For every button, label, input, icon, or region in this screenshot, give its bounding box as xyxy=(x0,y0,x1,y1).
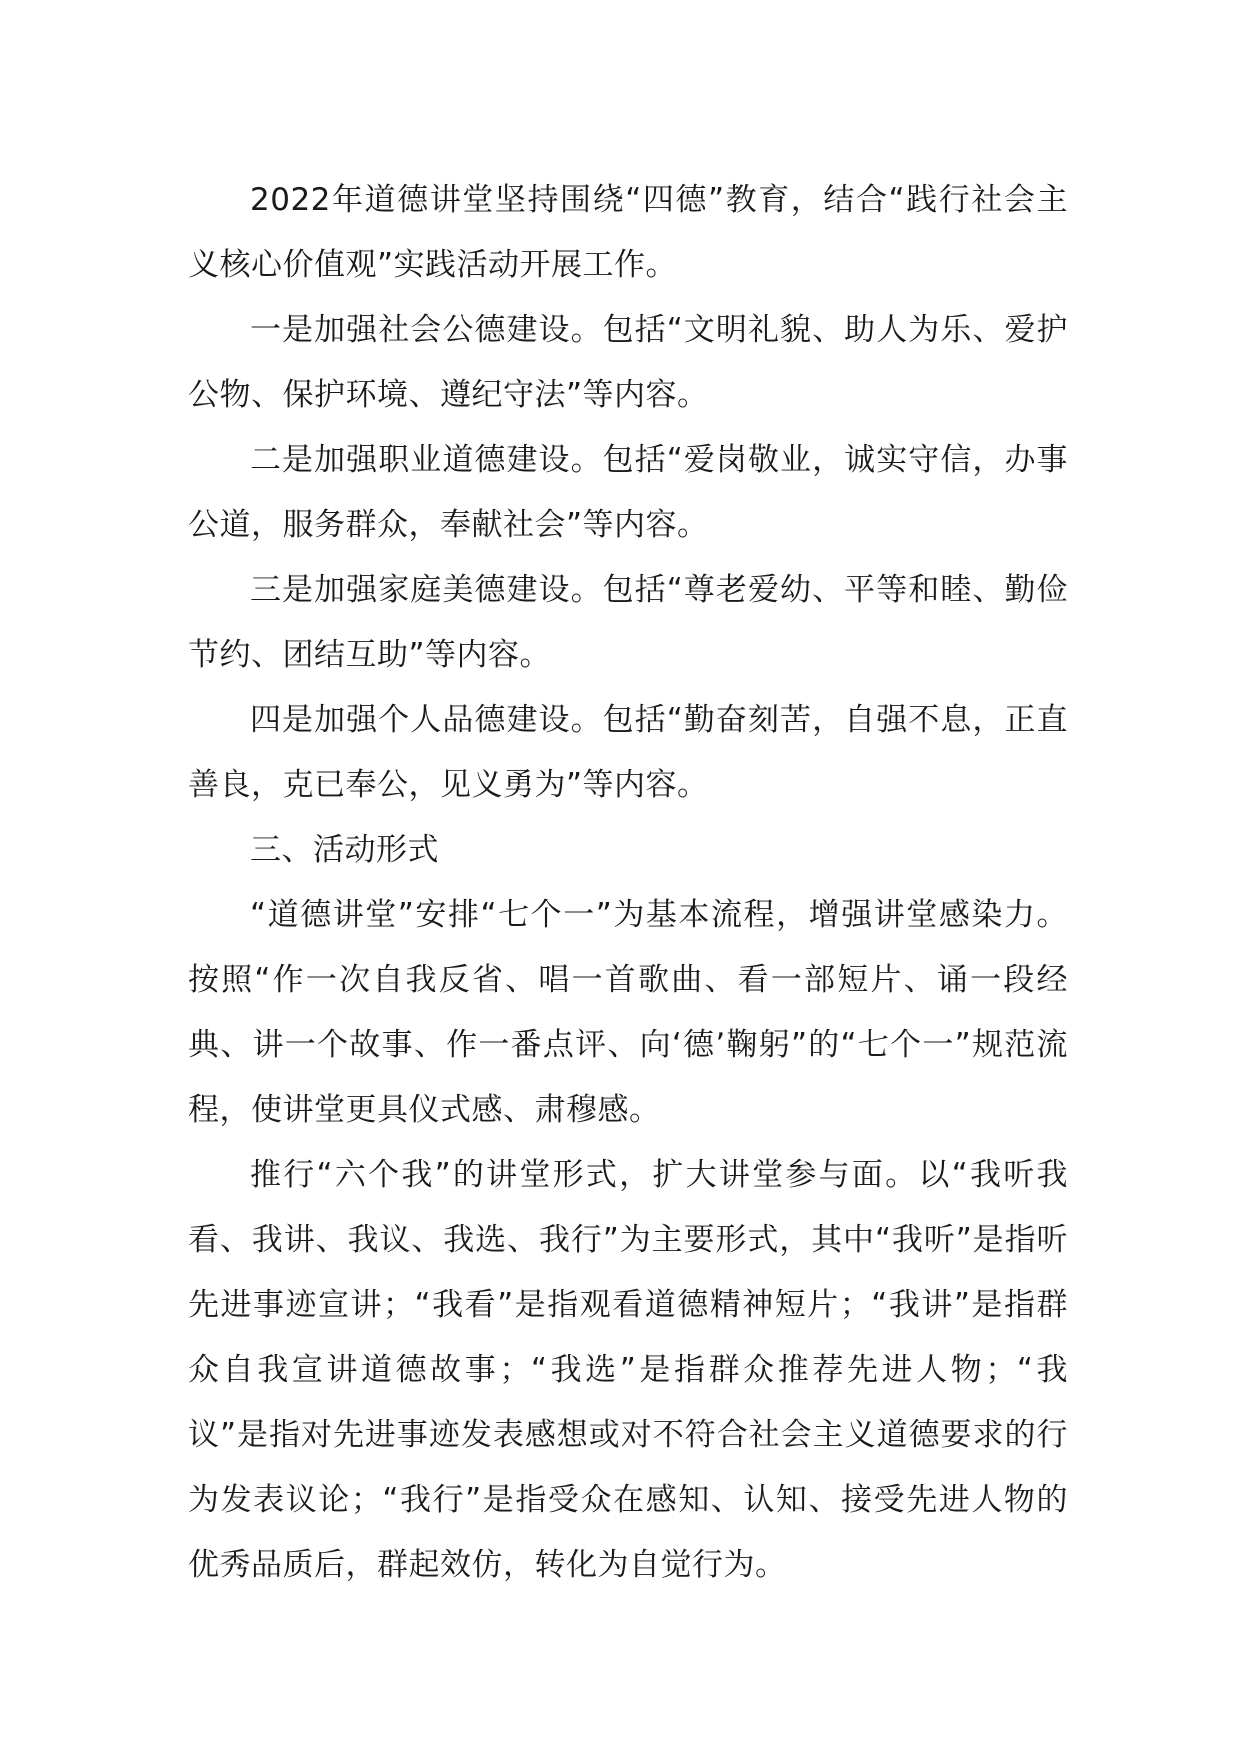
paragraph-seven-ones: “道德讲堂”安排“七个一”为基本流程，增强讲堂感染力。按照“作一次自我反省、唱一首歌曲、看一部短片、诵一段经典、讲一个故事、作一番点评、向‘德’鞠躬”的“七个一”规范流程，使讲堂更具仪式感、肃穆感。 xyxy=(188,897,1068,1128)
paragraph-professional-ethics: 二是加强职业道德建设。包括“爱岗敬业，诚实守信，办事公道，服务群众，奉献社会”等内容。 xyxy=(188,442,1068,543)
section-heading-activity-form: 三、活动形式 xyxy=(250,832,439,868)
paragraph-six-me: 推行“六个我”的讲堂形式，扩大讲堂参与面。以“我听我看、我讲、我议、我选、我行”为主要形式，其中“我听”是指听先进事迹宣讲；“我看”是指观看道德精神短片；“我讲”是指群众自我宣讲道德故事；“我选”是指群众推荐先进人物；“我议”是指对先进事迹发表感想或对不符合社会主义道德要求的行为发表议论；“我行”是指受众在感知、认知、接受先进人物的优秀品质后，群起效仿，转化为自觉行为。 xyxy=(188,1157,1068,1583)
document-body xyxy=(188,168,1068,1598)
paragraph-social-morality: 一是加强社会公德建设。包括“文明礼貌、助人为乐、爱护公物、保护环境、遵纪守法”等内容。 xyxy=(188,312,1068,413)
paragraph-family-virtue: 三是加强家庭美德建设。包括“尊老爱幼、平等和睦、勤俭节约、团结互助”等内容。 xyxy=(188,572,1068,673)
paragraph-intro: 2022年道德讲堂坚持围绕“四德”教育，结合“践行社会主义核心价值观”实践活动开展工作。 xyxy=(188,182,1068,283)
paragraph-personal-character: 四是加强个人品德建设。包括“勤奋刻苦，自强不息，正直善良，克已奉公，见义勇为”等内容。 xyxy=(188,702,1068,803)
